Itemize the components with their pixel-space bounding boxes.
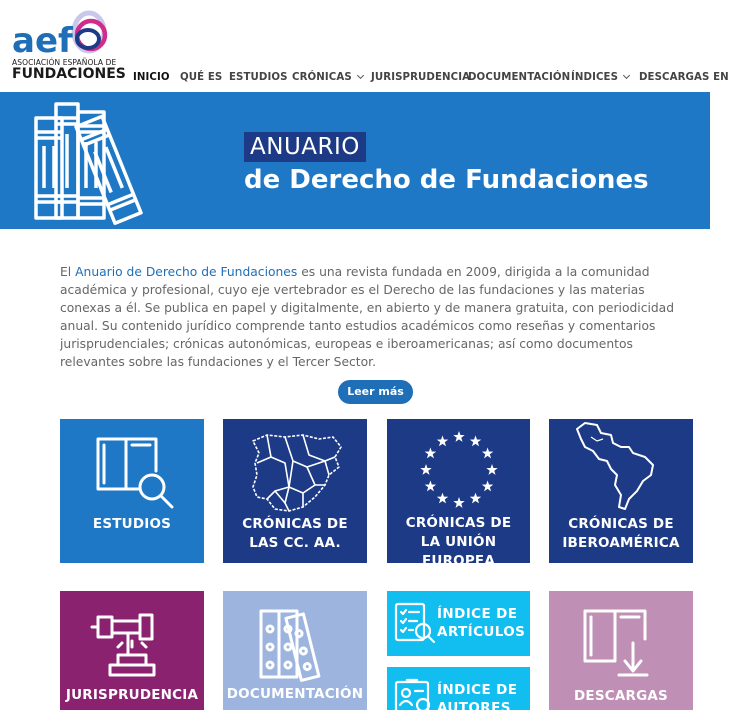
checklist-search-icon — [393, 601, 437, 645]
tile-cronicas-iberoamerica[interactable] — [549, 419, 693, 563]
aef-logo-icon — [12, 8, 112, 63]
tile-ue-line1: CRÓNICAS DE — [405, 515, 512, 531]
author-card-icon — [393, 677, 437, 721]
intro-prefix: El — [60, 265, 76, 279]
binders-icon — [255, 603, 345, 683]
eu-star — [486, 464, 497, 475]
gavel-icon — [88, 603, 178, 683]
chevron-down-icon — [623, 72, 630, 79]
eu-star — [453, 431, 464, 442]
americas-map-icon — [571, 419, 671, 514]
tile-cronicas-ccaa[interactable] — [223, 419, 367, 563]
tile-descargas-label: DESCARGAS — [574, 688, 668, 704]
eu-stars-icon — [414, 425, 504, 515]
book-download-icon — [579, 603, 669, 683]
nav-cronicas[interactable] — [292, 72, 363, 83]
logo-name: FUNDACIONES — [12, 66, 126, 82]
books-icon — [30, 98, 180, 228]
nav-estudios[interactable]: ESTUDIOS — [229, 72, 288, 83]
eu-star — [470, 493, 481, 504]
tile-ccaa-line2: LAS CC. AA. — [249, 535, 341, 551]
tile-ccaa-line1: CRÓNICAS DE — [242, 516, 348, 532]
tile-idx-art-line1: ÍNDICE DE — [437, 606, 518, 622]
nav-jurisprudencia[interactable]: JURISPRUDENCIA — [371, 72, 471, 83]
svg-text:aef: aef — [12, 21, 73, 61]
tile-estudios-label: ESTUDIOS — [92, 516, 172, 532]
eu-star — [437, 493, 448, 504]
chevron-down-icon — [357, 72, 364, 79]
tile-idx-art-line2: ARTÍCULOS — [437, 624, 526, 640]
tile-jurisprudencia[interactable] — [60, 591, 204, 710]
tile-ibero-line2: IBEROAMÉRICA — [562, 535, 680, 551]
eu-star — [453, 497, 464, 508]
tile-indice-articulos[interactable] — [387, 591, 530, 656]
tile-documentacion[interactable] — [223, 591, 367, 710]
tile-estudios[interactable] — [60, 419, 204, 563]
tile-docs-label: DOCUMENTACIÓN — [226, 686, 364, 702]
book-search-icon — [90, 431, 180, 511]
eu-star — [470, 435, 481, 446]
nav-cronicas-label: CRÓNICAS — [292, 72, 352, 83]
tile-ibero-line1: CRÓNICAS DE — [568, 516, 674, 532]
eu-star — [482, 448, 493, 459]
eu-star — [437, 435, 448, 446]
nav-indices-label: ÍNDICES — [571, 72, 619, 83]
nav-inicio[interactable]: INICIO — [133, 72, 170, 83]
nav-documentacion[interactable]: DOCUMENTACIÓN — [468, 72, 571, 83]
tile-cronicas-ue[interactable] — [387, 419, 530, 569]
eu-star — [425, 481, 436, 492]
tile-ue-line2: LA UNIÓN EUROPEA — [420, 534, 497, 569]
tile-idx-aut-line2: AUTORES — [437, 700, 511, 716]
tile-juris-label: JURISPRUDENCIA — [65, 687, 199, 703]
intro-paragraph — [60, 263, 680, 371]
logo-subtitle: ASOCIACIÓN ESPAÑOLA DE — [12, 58, 117, 67]
banner-title: de Derecho de Fundaciones — [244, 165, 649, 195]
spain-map-icon — [245, 427, 345, 519]
intro-text: es una revista fundada en 2009, dirigida a la comunidad académica y profesional, cuyo eje vertebrador es el Derecho de las fundaciones y las materias conexas a él. Se publica en papel y digitalmente, en abierto y de manera gratuita, con periodicidad anual. Su contenido jurídico comprende tanto estudios académicos como reseñas y comentarios jurisprudenciales; crónicas autonómicas, europeas e iberoamericanas; así como documentos relevantes sobre las fundaciones y el Tercer Sector. — [60, 265, 675, 369]
tile-indice-autores[interactable] — [387, 667, 530, 716]
banner-kicker: ANUARIO — [244, 132, 366, 162]
eu-star — [482, 481, 493, 492]
tile-descargas[interactable] — [549, 591, 693, 710]
nav-indices[interactable] — [571, 72, 629, 83]
anuario-link[interactable]: Anuario de Derecho de Fundaciones — [75, 265, 298, 279]
tile-idx-aut-line1: ÍNDICE DE — [437, 682, 518, 698]
eu-star — [420, 464, 431, 475]
site-header — [0, 0, 729, 92]
read-more-button[interactable]: Leer más — [338, 380, 413, 404]
nav-que-es[interactable]: QUÉ ES — [180, 72, 223, 83]
hero-banner — [0, 92, 710, 229]
eu-star — [425, 448, 436, 459]
nav-descargas[interactable]: DESCARGAS EN — [639, 72, 729, 83]
